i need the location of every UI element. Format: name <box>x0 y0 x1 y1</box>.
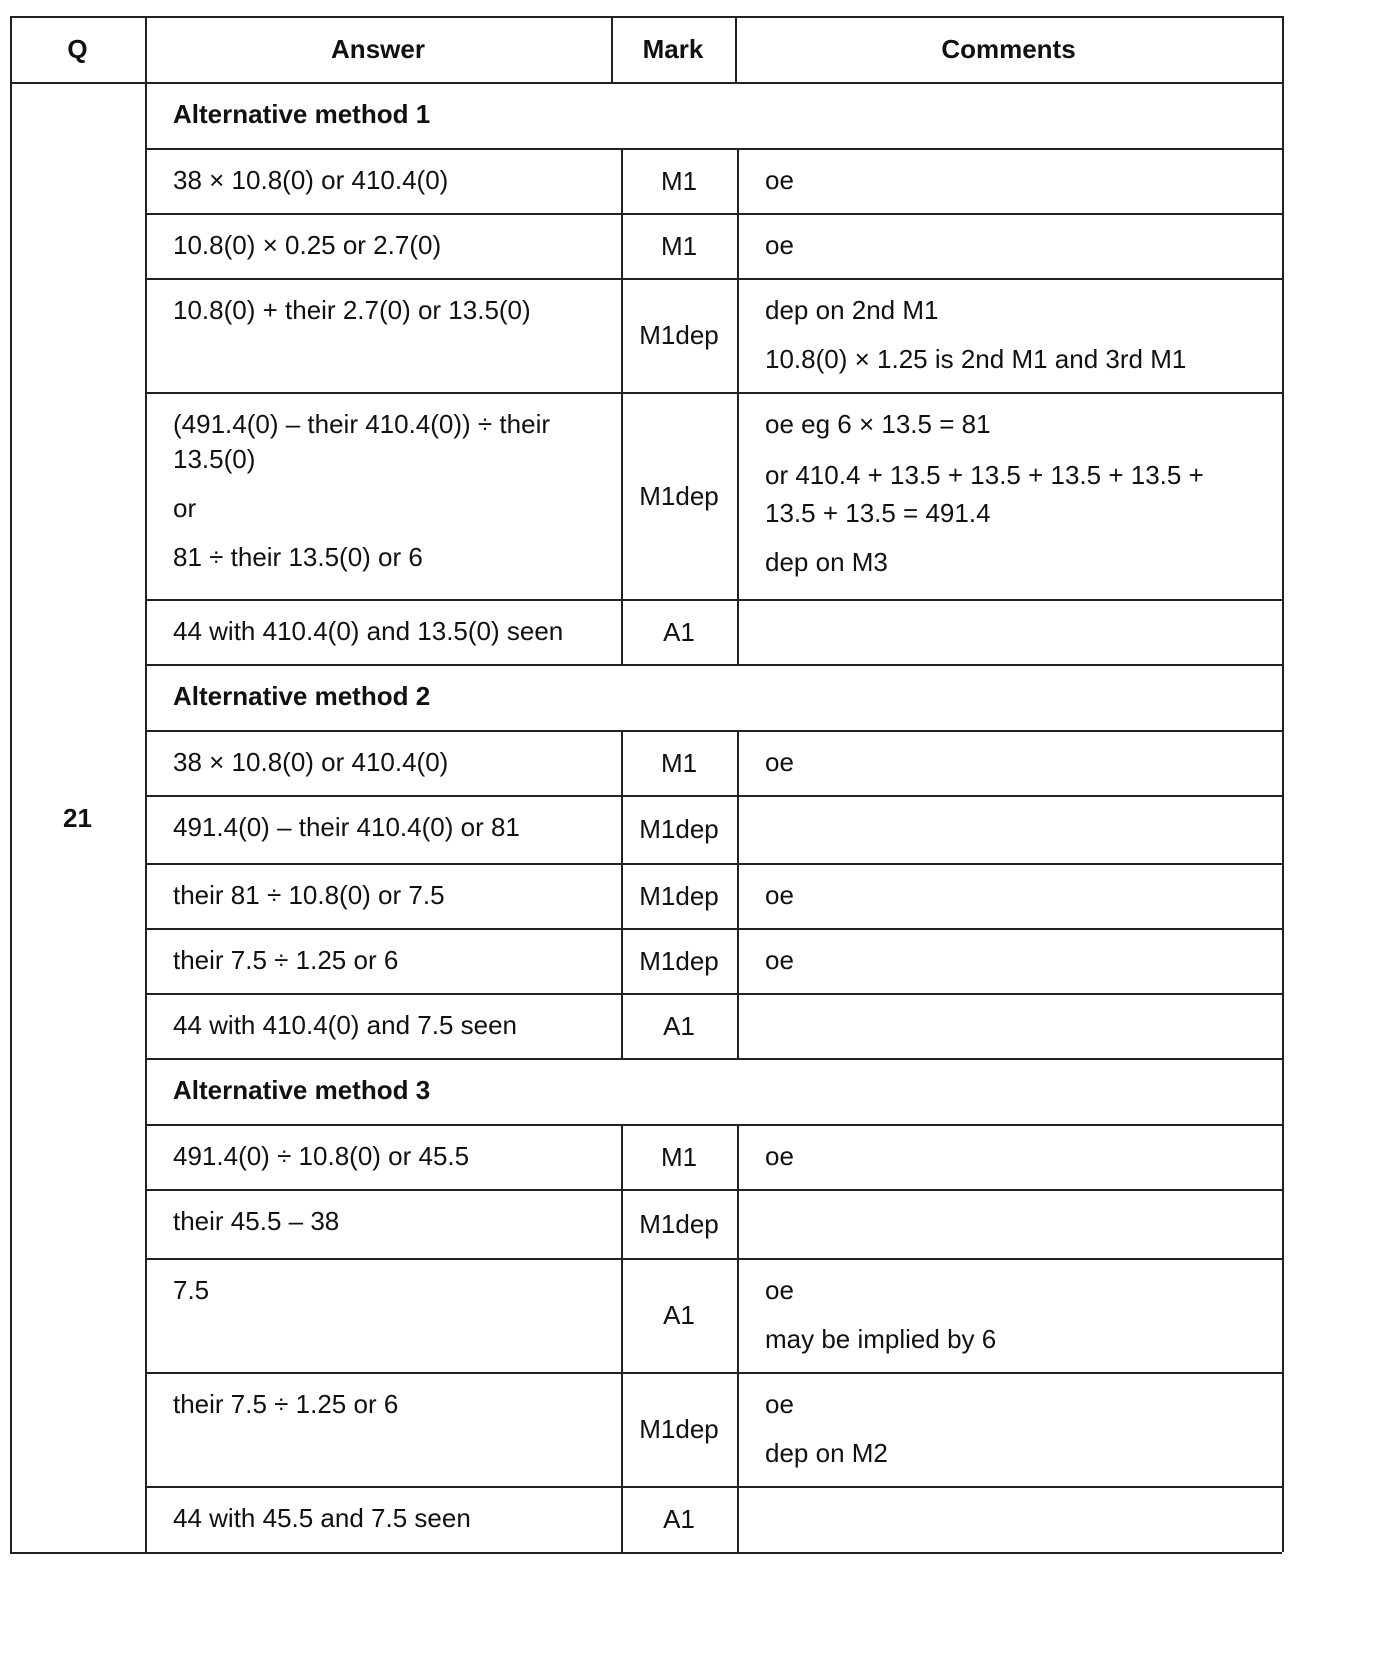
answer-text: 44 with 410.4(0) and 13.5(0) seen <box>173 616 564 646</box>
header-mark-border <box>735 16 737 82</box>
comment-text: oe eg 6 × 13.5 = 81 <box>765 409 991 439</box>
mark-column-border <box>737 795 739 863</box>
answer-text: or <box>173 493 197 523</box>
answer-text: their 7.5 ÷ 1.25 or 6 <box>173 945 399 975</box>
table-row-border <box>145 1189 1282 1191</box>
answer-text: 491.4(0) ÷ 10.8(0) or 45.5 <box>173 1141 470 1171</box>
mark-column-border <box>737 392 739 599</box>
answer-text: 81 ÷ their 13.5(0) or 6 <box>173 542 423 572</box>
mark-value: M1 <box>660 1142 698 1172</box>
header-mark: Mark <box>642 34 704 64</box>
answer-text: 491.4(0) – their 410.4(0) or 81 <box>173 812 520 842</box>
mark-value: M1dep <box>639 320 719 350</box>
table-row-border <box>145 1258 1282 1260</box>
comment-text: oe <box>765 230 794 260</box>
mark-column-border <box>737 1486 739 1552</box>
mark-column-border <box>737 213 739 278</box>
mark-value: M1dep <box>639 946 719 976</box>
mark-value: A1 <box>663 1504 695 1534</box>
comment-text: dep on M3 <box>765 547 888 577</box>
mark-value: M1 <box>660 748 698 778</box>
comment-text: or 410.4 + 13.5 + 13.5 + 13.5 + 13.5 + <box>765 460 1204 490</box>
answer-text: (491.4(0) – their 410.4(0)) ÷ their <box>173 409 550 439</box>
table-row-border <box>145 1058 1282 1060</box>
q-column-border <box>145 16 147 1552</box>
header-comments: Comments <box>941 34 1076 64</box>
table-row-border <box>145 1372 1282 1374</box>
method-title-bottom-border <box>145 148 1282 150</box>
table-row-border <box>145 1552 1282 1554</box>
method-title: Alternative method 1 <box>173 99 431 129</box>
table-row-border <box>145 993 1282 995</box>
comment-text: oe <box>765 880 794 910</box>
answer-text: their 45.5 – 38 <box>173 1206 340 1236</box>
mark-column-border <box>737 599 739 664</box>
table-row-border <box>145 278 1282 280</box>
mark-value: M1dep <box>639 1209 719 1239</box>
answer-text: 13.5(0) <box>173 444 256 474</box>
mark-value: M1dep <box>639 1414 719 1444</box>
header-answer-border <box>611 16 613 82</box>
question-number: 21 <box>63 803 92 833</box>
header-q: Q <box>67 34 88 64</box>
mark-value: M1dep <box>639 881 719 911</box>
q-bottom-border <box>10 1552 145 1554</box>
answer-text: 7.5 <box>173 1275 210 1305</box>
mark-column-border <box>737 1124 739 1189</box>
comment-text: dep on M2 <box>765 1438 888 1468</box>
table-row-border <box>145 863 1282 865</box>
answer-text: their 7.5 ÷ 1.25 or 6 <box>173 1389 399 1419</box>
comment-text: oe <box>765 747 794 777</box>
answer-text: 38 × 10.8(0) or 410.4(0) <box>173 165 449 195</box>
comment-text: oe <box>765 1389 794 1419</box>
answer-text: their 81 ÷ 10.8(0) or 7.5 <box>173 880 445 910</box>
table-row-border <box>145 928 1282 930</box>
comment-text: dep on 2nd M1 <box>765 295 939 325</box>
mark-column-border <box>737 148 739 213</box>
answer-text: 44 with 410.4(0) and 7.5 seen <box>173 1010 518 1040</box>
mark-value: M1dep <box>639 481 719 511</box>
table-row-border <box>145 392 1282 394</box>
comment-text: oe <box>765 165 794 195</box>
header-answer: Answer <box>331 34 425 64</box>
mark-column-border <box>737 1372 739 1486</box>
table-row-border <box>145 213 1282 215</box>
comment-text: oe <box>765 1275 794 1305</box>
mark-value: A1 <box>663 1011 695 1041</box>
mark-value: A1 <box>663 1300 695 1330</box>
answer-text: 10.8(0) × 0.25 or 2.7(0) <box>173 230 442 260</box>
table-row-border <box>145 599 1282 601</box>
table-top-border <box>10 16 1282 18</box>
mark-column-border <box>737 928 739 993</box>
mark-column-border <box>737 730 739 795</box>
table-row-border <box>145 795 1282 797</box>
mark-column-border <box>737 1258 739 1372</box>
mark-value: A1 <box>663 617 695 647</box>
table-left-border <box>10 16 12 1552</box>
method-title: Alternative method 2 <box>173 681 431 711</box>
method-title: Alternative method 3 <box>173 1075 431 1105</box>
method-title-bottom-border <box>145 1124 1282 1126</box>
comment-text: oe <box>765 1141 794 1171</box>
table-row-border <box>145 664 1282 666</box>
header-bottom-border <box>10 82 1282 84</box>
mark-column-border <box>737 993 739 1058</box>
mark-value: M1 <box>660 231 698 261</box>
comment-text: oe <box>765 945 794 975</box>
mark-value: M1 <box>660 166 698 196</box>
table-row-border <box>145 1486 1282 1488</box>
comment-text: 10.8(0) × 1.25 is 2nd M1 and 3rd M1 <box>765 344 1187 374</box>
mark-value: M1dep <box>639 814 719 844</box>
method-title-bottom-border <box>145 730 1282 732</box>
comment-text: may be implied by 6 <box>765 1324 997 1354</box>
mark-column-border <box>737 1189 739 1258</box>
answer-text: 38 × 10.8(0) or 410.4(0) <box>173 747 449 777</box>
comment-text: 13.5 + 13.5 = 491.4 <box>765 498 991 528</box>
answer-text: 44 with 45.5 and 7.5 seen <box>173 1503 471 1533</box>
table-right-border <box>1282 16 1284 1552</box>
mark-column-border <box>737 863 739 928</box>
answer-text: 10.8(0) + their 2.7(0) or 13.5(0) <box>173 295 531 325</box>
mark-column-border <box>737 278 739 392</box>
